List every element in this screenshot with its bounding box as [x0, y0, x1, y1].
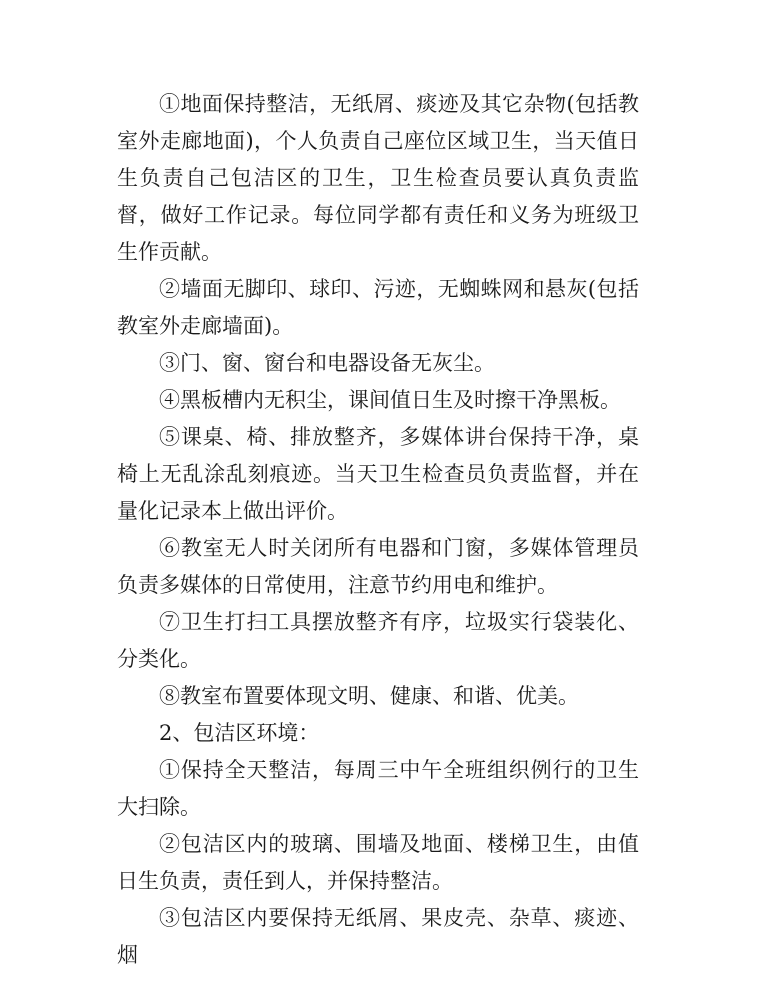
paragraph-floor-cleanliness: ①地面保持整洁，无纸屑、痰迹及其它杂物(包括教室外走廊地面)，个人负责自己座位区域卫生，当天值日生负责自己包洁区的卫生，卫生检查员要认真负责监督，做好工作记录。每位同学都有责任和义务为班级卫生作贡献。: [117, 92, 639, 264]
paragraph-electricity: ⑥教室无人时关闭所有电器和门窗，多媒体管理员负责多媒体的日常使用，注意节约用电和维护。: [117, 536, 639, 597]
paragraph-glass-walls-stairs: ②包洁区内的玻璃、围墙及地面、楼梯卫生，由值日生负责，责任到人，并保持整洁。: [117, 832, 639, 893]
paragraph-all-day-clean: ①保持全天整洁，每周三中午全班组织例行的卫生大扫除。: [117, 758, 639, 819]
paragraph-no-litter: ③包洁区内要保持无纸屑、果皮壳、杂草、痰迹、烟: [117, 906, 639, 967]
paragraph-classroom-decoration: ⑧教室布置要体现文明、健康、和谐、优美。: [159, 684, 579, 708]
paragraph-doors-windows: ③门、窗、窗台和电器设备无灰尘。: [159, 351, 495, 375]
paragraph-blackboard: ④黑板槽内无积尘，课间值日生及时擦干净黑板。: [159, 388, 621, 412]
paragraph-wall-cleanliness: ②墙面无脚印、球印、污迹，无蜘蛛网和悬灰(包括教室外走廊墙面)。: [117, 277, 639, 338]
document-page: [117, 86, 639, 974]
paragraph-cleaning-tools: ⑦卫生打扫工具摆放整齐有序，垃圾实行袋装化、分类化。: [117, 610, 639, 671]
paragraph-desks-chairs: ⑤课桌、椅、排放整齐，多媒体讲台保持干净，桌椅上无乱涂乱刻痕迹。当天卫生检查员负责监督，并在量化记录本上做出评价。: [117, 425, 639, 523]
section-heading-cleaning-area: 2、包洁区环境：: [159, 721, 320, 745]
